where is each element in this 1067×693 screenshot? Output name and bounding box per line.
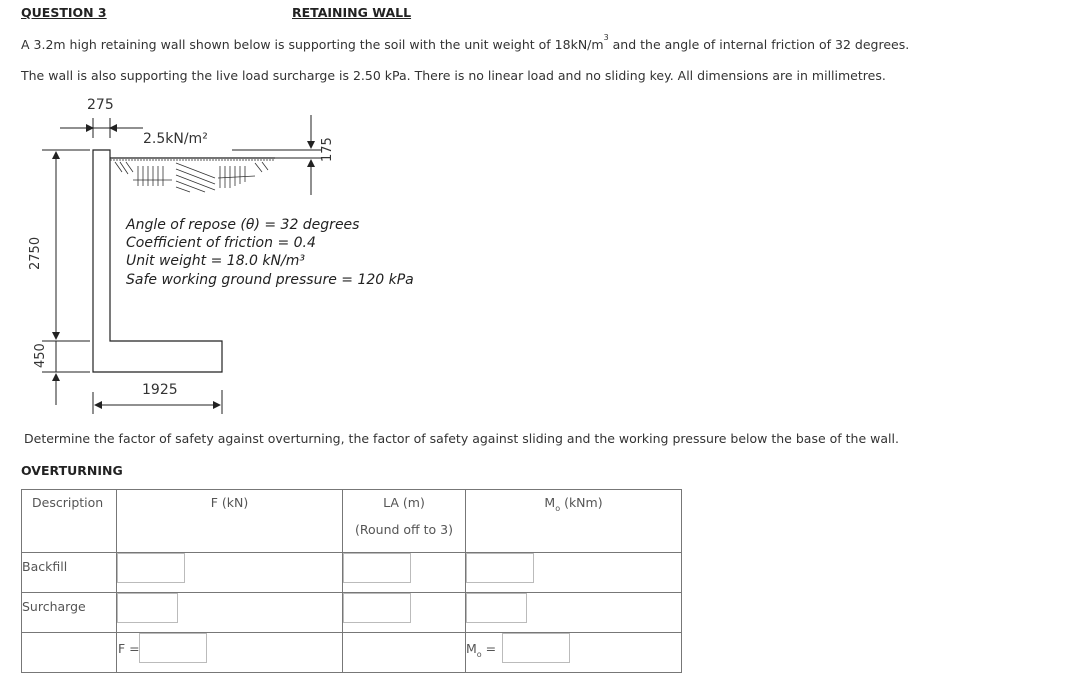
- row-label-surcharge: Surcharge: [22, 593, 117, 633]
- backfill-hatch: [115, 162, 268, 192]
- section-overturning: OVERTURNING: [21, 463, 123, 478]
- table-row: [22, 593, 682, 633]
- backfill-moment-input[interactable]: [466, 553, 534, 583]
- surcharge-label: 2.5kN/m²: [143, 131, 208, 147]
- table-row: [22, 553, 682, 593]
- dim-275-label: 275: [87, 97, 114, 113]
- task-text: Determine the factor of safety against overturning, the factor of safety against sliding and the working pressure below the base of the wall.: [24, 431, 899, 446]
- header-force: F (kN): [117, 490, 343, 553]
- overturning-table: [21, 489, 682, 673]
- note-ground-pressure: Safe working ground pressure = 120 kPa: [126, 272, 414, 288]
- surcharge-lever-arm-input[interactable]: [343, 593, 411, 623]
- note-angle: Angle of repose (θ) = 32 degrees: [126, 217, 360, 233]
- total-moment-label: $M_o$ =: [466, 641, 497, 659]
- surcharge-moment-input[interactable]: [466, 593, 527, 623]
- question-title: RETAINING WALL: [292, 5, 412, 20]
- question-number: QUESTION 3: [21, 5, 107, 20]
- table-total-row: [22, 633, 682, 673]
- header-moment: $M_o$ (kNm): [466, 490, 682, 553]
- row-label-backfill: Backfill: [22, 553, 117, 593]
- backfill-lever-arm-input[interactable]: [343, 553, 411, 583]
- note-unit-weight: Unit weight = 18.0 kN/m³: [126, 253, 305, 269]
- header-lever-arm: LA (m) (Round off to 3): [343, 490, 466, 553]
- header-description: Description: [22, 490, 117, 553]
- dim-1925-label: 1925: [142, 382, 178, 398]
- note-friction: Coefficient of friction = 0.4: [126, 235, 316, 251]
- total-force-input[interactable]: [139, 633, 207, 663]
- surcharge-force-input[interactable]: [117, 593, 178, 623]
- dim-450-label: 450: [33, 343, 48, 368]
- intro-line-2: The wall is also supporting the live load surcharge is 2.50 kPa. There is no linear load and no sliding key. All dimensions are in millimetres.: [21, 68, 886, 83]
- dim-175-label: 175: [320, 137, 335, 162]
- backfill-force-input[interactable]: [117, 553, 185, 583]
- dim-2750-label: 2750: [28, 236, 43, 270]
- intro-line-1: A 3.2m high retaining wall shown below is supporting the soil with the unit weight of $18kN/m^3$ and the angle of internal friction of 32 degrees.: [21, 33, 910, 53]
- total-force-label: F =: [118, 641, 140, 656]
- table-header-row: [22, 490, 682, 553]
- total-moment-input[interactable]: [502, 633, 570, 663]
